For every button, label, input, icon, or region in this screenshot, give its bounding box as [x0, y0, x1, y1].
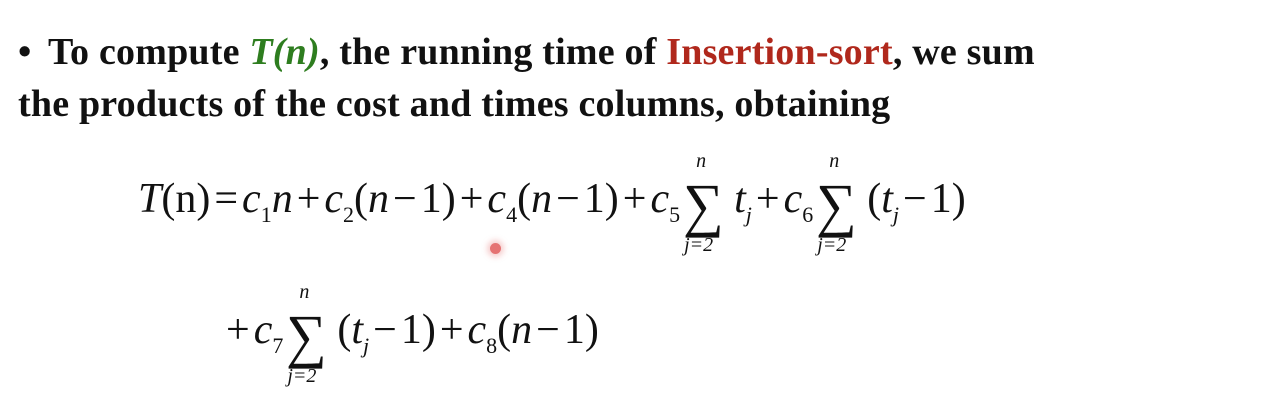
lparen: ( [517, 176, 532, 222]
sub-2: 2 [343, 202, 355, 227]
sub-5: 5 [669, 202, 681, 227]
var-n: n [531, 176, 553, 222]
algorithm-name: Insertion-sort [666, 31, 893, 73]
rparen: ) [584, 307, 599, 353]
rparen: ) [951, 176, 966, 222]
minus-sign: − [373, 307, 397, 353]
coef-c1: c [242, 176, 261, 222]
text-prefix: To compute [48, 31, 250, 73]
coef-c2: c [324, 176, 344, 222]
minus-sign: − [903, 176, 927, 222]
coef-c8: c [467, 307, 487, 353]
one: 1 [930, 176, 952, 222]
sub-4: 4 [506, 202, 518, 227]
sub-1: 1 [260, 202, 272, 227]
pointer-dot-icon [490, 243, 501, 254]
formula-line-2 [222, 281, 599, 388]
bullet-dot-icon: • [18, 31, 32, 73]
rparen: ) [421, 307, 436, 353]
plus-sign: + [296, 176, 321, 222]
equals-sign: = [214, 176, 239, 222]
minus-sign: − [393, 176, 417, 222]
sum-lower: j=2 [287, 365, 317, 388]
text-mid: , the running time of [319, 31, 667, 73]
one: 1 [400, 307, 422, 353]
one: 1 [420, 176, 442, 222]
formula-line-1 [138, 150, 966, 257]
sum-lower: j=2 [684, 234, 714, 257]
summation-1 [682, 150, 732, 257]
plus-sign: + [439, 307, 464, 353]
lparen: ( [867, 176, 882, 222]
sum-lower: j=2 [817, 234, 847, 257]
sub-j: j [363, 333, 370, 358]
bullet-text-line-1 [18, 26, 1035, 78]
summation-3 [285, 281, 335, 388]
plus-sign: + [755, 176, 780, 222]
sum-upper: n [829, 150, 840, 173]
lparen: ( [497, 307, 512, 353]
tn-highlight: T(n) [249, 31, 320, 73]
minus-sign: − [556, 176, 580, 222]
sigma-icon: ∑ [286, 303, 328, 370]
sub-7: 7 [272, 333, 284, 358]
lparen: ( [354, 176, 369, 222]
lparen: ( [337, 307, 352, 353]
rparen: ) [441, 176, 456, 222]
var-n: n [271, 176, 293, 222]
sum-upper: n [299, 281, 310, 304]
one: 1 [563, 307, 585, 353]
sub-6: 6 [802, 202, 814, 227]
summation-2 [815, 150, 865, 257]
text-suffix: , we sum [892, 31, 1035, 73]
sum-upper: n [696, 150, 707, 173]
var-n: n [368, 176, 390, 222]
sub-j: j [892, 202, 900, 227]
plus-sign: + [622, 176, 647, 222]
plus-sign: + [459, 176, 484, 222]
sigma-icon: ∑ [816, 172, 857, 239]
sub-j: j [745, 202, 752, 227]
lhs-n: (n) [161, 176, 211, 222]
lhs-t: T [138, 176, 162, 222]
plus-sign: + [226, 307, 250, 353]
coef-c6: c [783, 176, 803, 222]
var-t: t [734, 176, 746, 222]
minus-sign: − [536, 307, 560, 353]
var-t: t [351, 307, 364, 353]
rparen: ) [604, 176, 619, 222]
var-t: t [881, 176, 893, 222]
coef-c7: c [253, 307, 273, 353]
coef-c5: c [650, 176, 670, 222]
sub-8: 8 [486, 333, 498, 358]
var-n: n [511, 307, 533, 353]
one: 1 [583, 176, 605, 222]
coef-c4: c [487, 176, 507, 222]
sigma-icon: ∑ [683, 172, 724, 239]
bullet-text-line-2: the products of the cost and times columns, obtaining [18, 83, 891, 125]
